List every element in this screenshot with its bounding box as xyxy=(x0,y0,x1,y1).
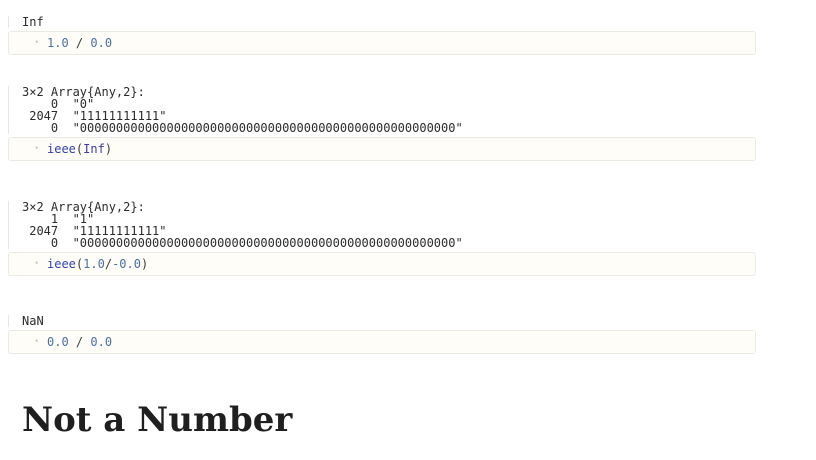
cell-input[interactable] xyxy=(8,31,756,55)
array-row: 0 "0000000000000000000000000000000000000000000000000000" xyxy=(22,121,463,135)
cell-marker-icon: • xyxy=(34,38,40,48)
section-heading: Not a Number xyxy=(22,400,293,440)
code-paren: ( xyxy=(75,142,84,156)
code-number: 0.0 xyxy=(90,36,113,50)
code-number: 0.0 xyxy=(90,335,113,349)
cell-output xyxy=(8,86,756,134)
cell-marker-icon: • xyxy=(34,337,40,347)
array-header: 3×2 Array{Any,2}: xyxy=(22,200,145,214)
notebook-cell-ieee-inf xyxy=(8,86,756,161)
cell-marker-icon: • xyxy=(34,144,40,154)
code-number: -0.0 xyxy=(112,257,141,271)
cell-marker-icon: • xyxy=(34,259,40,269)
notebook-cell-inf xyxy=(8,16,756,55)
code-line[interactable] xyxy=(47,138,112,160)
code-paren: ) xyxy=(140,257,149,271)
cell-input[interactable] xyxy=(8,252,756,276)
code-constant: Inf xyxy=(83,142,105,156)
array-row: 1 "1" xyxy=(22,212,95,226)
code-number: 1.0 xyxy=(47,36,69,50)
array-row: 0 "0000000000000000000000000000000000000000000000000000" xyxy=(22,236,463,250)
cell-input[interactable] xyxy=(8,330,756,354)
code-paren: ( xyxy=(75,257,84,271)
code-operator: / xyxy=(75,36,84,50)
code-line[interactable] xyxy=(47,32,112,54)
code-operator: / xyxy=(75,335,84,349)
notebook-cell-nan xyxy=(8,315,756,354)
array-row: 2047 "11111111111" xyxy=(22,109,167,123)
code-line[interactable] xyxy=(47,253,148,275)
cell-output: NaN xyxy=(8,315,756,327)
array-row: 0 "0" xyxy=(22,97,95,111)
cell-input[interactable] xyxy=(8,137,756,161)
cell-output xyxy=(8,201,756,249)
cell-output: Inf xyxy=(8,16,756,28)
code-operator: / xyxy=(104,257,113,271)
array-header: 3×2 Array{Any,2}: xyxy=(22,85,145,99)
array-row: 2047 "11111111111" xyxy=(22,224,167,238)
notebook-cell-ieee-neg-inf xyxy=(8,201,756,276)
code-line[interactable] xyxy=(47,331,112,353)
code-function: ieee xyxy=(47,142,76,156)
code-paren: ) xyxy=(104,142,113,156)
code-number: 1.0 xyxy=(83,257,105,271)
code-function: ieee xyxy=(47,257,76,271)
code-number: 0.0 xyxy=(47,335,69,349)
